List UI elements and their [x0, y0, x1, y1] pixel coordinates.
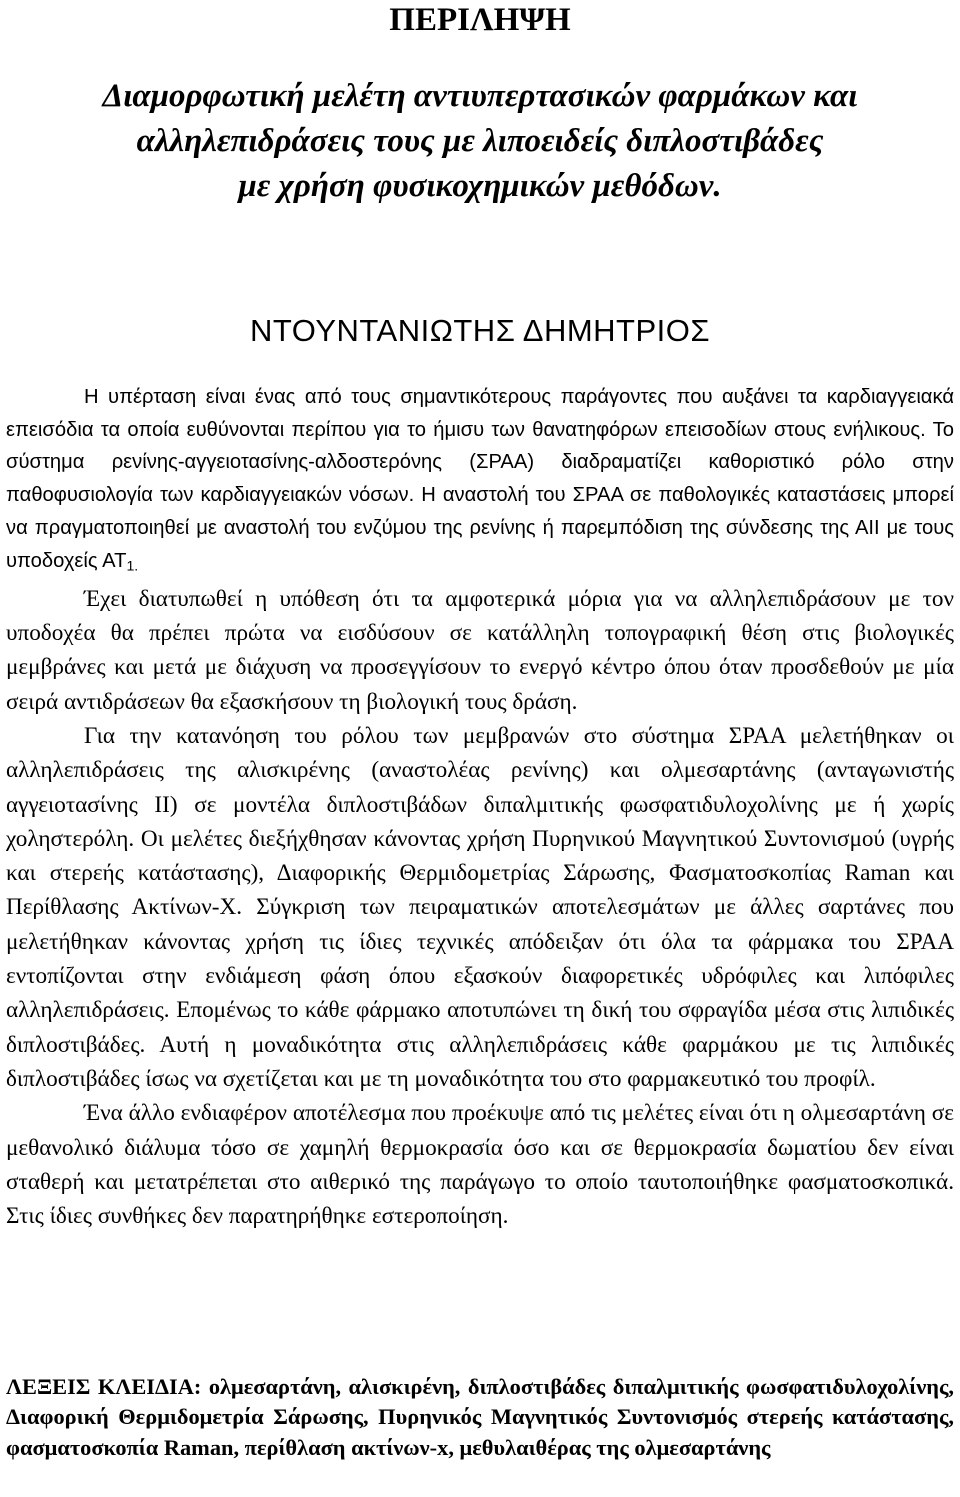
- paragraph-1: [6, 381, 954, 582]
- page-heading: ΠΕΡΙΛΗΨΗ: [389, 2, 571, 38]
- paragraph-3: Για την κατανόηση του ρόλου των μεμβρανών στο σύστημα ΣΡΑΑ μελετήθηκαν οι αλληλεπιδράσεις της αλισκιρένης (αναστολέας ρενίνης) και ολμεσαρτάνης (ανταγωνιστής αγγειοτασίνης ΙΙ) σε μοντέλα διπλοστιβάδων διπαλμιτικής φωσφατιδυλοχολίνης με ή χωρίς χοληστερόλη. Οι μελέτες διεξήχθησαν κάνοντας χρήση Πυρηνικού Μαγνητικού Συντονισμού (υγρής και στερεής κατάστασης), Διαφορικής Θερμιδομετρίας Σάρωσης, Φασματοσκοπίας Raman και Περίθλασης Ακτίνων-Χ. Σύγκριση των πειραματικών αποτελεσμάτων με άλλες σαρτάνες που μελετήθηκαν κάνοντας χρήση τις ίδιες τεχνικές απόδειξαν ότι όλα τα φάρμακα του ΣΡΑΑ εντοπίζονται στην ενδιάμεση φάση όπου εξασκούν διαφορετικές υδρόφιλες και λιπόφιλες αλληλεπιδράσεις. Επομένως το κάθε φάρμακο αποτυπώνει τη δική του σφραγίδα μέσα στις λιπιδικές διπλοστιβάδες. Αυτή η μοναδικότητα στις αλληλεπιδράσεις κάθε φαρμάκου με τις λιπιδικές διπλοστιβάδες ίσως να σχετίζεται και με τη μοναδικότητα του στο φαρμακευτικό του προφίλ.: [6, 722, 954, 1092]
- keywords: ΛΕΞΕΙΣ ΚΛΕΙΔΙΑ: ολμεσαρτάνη, αλισκιρένη, διπλοστιβάδες διπαλμιτικής φωσφατιδυλοχολίνης, Διαφορική Θερμιδομετρία Σάρωσης, Πυρηνικός Μαγνητικός Συντονισμός στερεής κατάστασης, φασματοσκοπία Raman, περίθλαση ακτίνων-x, μεθυλαιθέρας της ολμεσαρτάνης: [6, 1374, 954, 1460]
- paragraph-1-subscript: 1.: [126, 557, 139, 574]
- author-name: ΝΤΟΥΝΤΑΝΙΩΤΗΣ ΔΗΜΗΤΡΙΟΣ: [249, 313, 711, 348]
- document-title: [6, 74, 954, 209]
- paragraph-4: Ένα άλλο ενδιαφέρον αποτέλεσμα που προέκυψε από τις μελέτες είναι ότι η ολμεσαρτάνη σε μεθανολικό διάλυμα τόσο σε χαμηλή θερμοκρασία όσο και σε θερμοκρασία δωματίου δεν είναι σταθερή και μετατρέπεται στο αιθερικό της παράγωγο το οποίο ταυτοποιήθηκε φασματοσκοπικά. Στις ίδιες συνθήκες δεν παρατηρήθηκε εστεροποίηση.: [6, 1100, 954, 1230]
- paragraph-1-text: Η υπέρταση είναι ένας από τους σημαντικότερους παράγοντες που αυξάνει τα καρδιαγγειακά επεισόδια τα οποία ευθύνονται περίπου για το ήμισυ των θανατηφόρων επεισοδίων στους ενήλικους. Το σύστημα ρενίνης-αγγειοτασίνης-αλδοστερόνης (ΣΡΑΑ) διαδραματίζει καθοριστικό ρόλο στην παθοφυσιολογία των καρδιαγγειακών νόσων. Η αναστολή του ΣΡΑΑ σε παθολογικές καταστάσεις μπορεί να πραγματοποιηθεί με αναστολή του ενζύμου της ρενίνης ή παρεμπόδιση της σύνδεσης της ΑΙΙ με τους υποδοχείς ΑΤ: [6, 386, 954, 572]
- paragraph-2: Έχει διατυπωθεί η υπόθεση ότι τα αμφοτερικά μόρια για να αλληλεπιδράσουν με τον υποδοχέα θα πρέπει πρώτα να εισδύσουν σε κατάλληλη τοπογραφική θέση στις βιολογικές μεμβράνες και μετά με διάχυση να προσεγγίσουν το ενεργό κέντρο όπου όταν προσδεθούν με μία σειρά αντιδράσεων θα εξασκήσουν τη βιολογική τους δράση.: [6, 585, 954, 715]
- title-line-3: με χρήση φυσικοχημικών μεθόδων.: [238, 168, 722, 204]
- title-line-1: Διαμορφωτική μελέτη αντιυπερτασικών φαρμάκων και: [102, 78, 858, 114]
- title-line-2: αλληλεπιδράσεις τους με λιποειδείς διπλοστιβάδες: [136, 123, 824, 159]
- abstract-body: [6, 381, 954, 1233]
